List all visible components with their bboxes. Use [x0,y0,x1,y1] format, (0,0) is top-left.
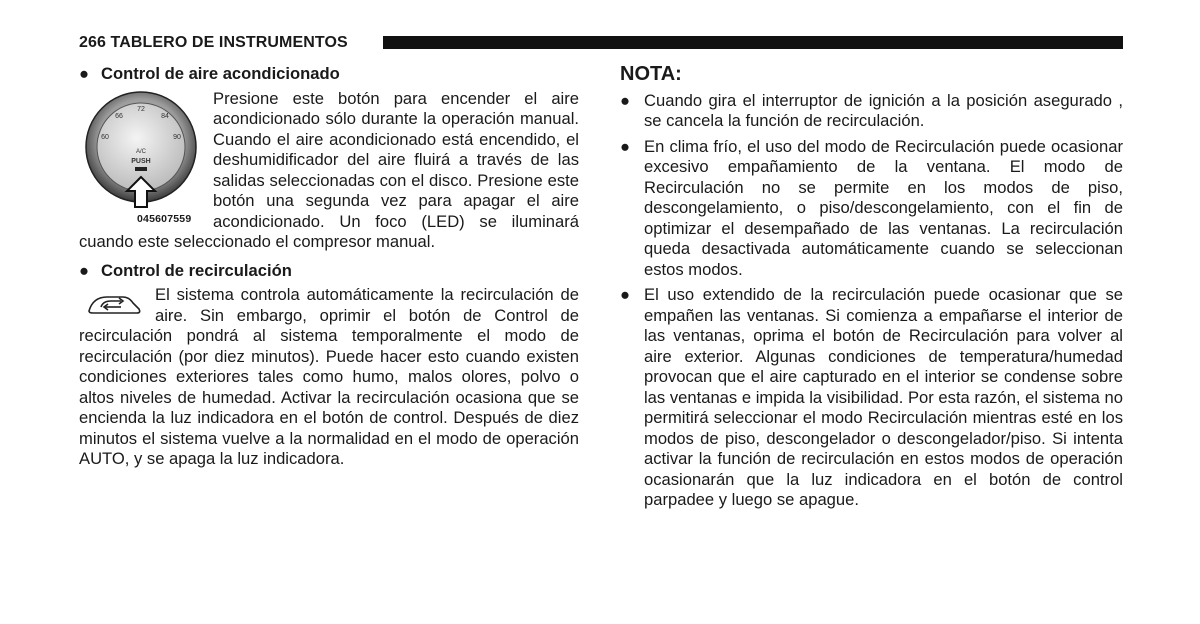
ac-heading-text: Control de aire acondicionado [101,64,340,83]
nota-item-text: El uso extendido de la recirculación puede ocasionar que se empañen las ventanas. Si comienza a empañarse el interior de las ventanas, oprima el botón de Recirculación para volver al aire exterior. Algunas condiciones de temperatura/humedad provocan que el aire capturado en el interior se condense sobre las ventanas e impida la visibilidad. Por esta razón, el sistema no permitirá seleccionar el modo Recirculación mientras esté en los modos de piso, descongelador o descongelador/piso. Si intenta activar la función de recirculación en estos modos de operación ocasionarán que la luz indicadora en el botón de control parpadee y luego se apague. [644,285,1123,509]
bullet-icon: ● [79,260,90,280]
left-column [79,64,579,470]
recirculation-icon [79,287,149,323]
nota-title: NOTA: [620,63,682,85]
dial-mark-90: 90 [173,133,181,141]
ac-knob-figure [79,89,205,229]
ac-knob-icon [79,89,199,209]
figure-code: 045607559 [137,212,192,225]
dial-mark-84: 84 [161,112,169,120]
ac-paragraph: Presione este botón para encender el aire acondicionado sólo durante la operación manual. Cuando el aire acondicionado está encendido, el deshumidificador del aire fluirá a través de las salidas seleccionadas con el disco. Presione este botón una segunda vez para apagar el aire acondicionado. Un foco (LED) se iluminará cuando este seleccionado el compresor manual. [79,88,579,251]
nota-item-text: En clima frío, el uso del modo de Recirculación puede ocasionar excesivo empañamiento de la ventana. El modo de Recirculación no se permite en los modos de piso, descongelamiento, o piso/descongelamiento, con el fin de optimizar el desempañado de las ventanas. La recirculación queda desactivada automáticamente cuando se seleccionan estos modos. [644,136,1123,279]
dial-mark-60: 60 [101,133,109,141]
ac-heading [79,64,579,85]
nota-list [620,91,1123,511]
right-column [620,64,1123,516]
dial-mark-66: 66 [115,112,123,120]
page-header-title: 266 TABLERO DE INSTRUMENTOS [79,34,348,51]
header-rule [383,36,1123,49]
bullet-icon: ● [620,285,631,304]
recirc-paragraph: El sistema controla automáticamente la recirculación de aire. Sin embargo, oprimir el botón de Control de recirculación pondrá al sistema temporalmente el modo de recirculación (por diez minutos). Puede hacer esto cuando existen condiciones exteriores tales como humo, malos olores, polvo o altos niveles de humedad. Activar la recirculación ocasiona que se encienda la luz indicadora en el botón de control. Después de diez minutos el sistema vuelve a la normalidad en el modo de operación AUTO, y se apaga la luz indicadora. [79,285,579,468]
bullet-icon: ● [79,64,90,83]
dial-mark-72: 72 [137,105,145,113]
dial-label-ac: A/C [135,148,147,155]
dial-label-push: PUSH [131,157,151,165]
recirc-heading [79,261,579,282]
bullet-icon: ● [620,90,631,110]
recirc-heading-text: Control de recirculación [101,260,292,280]
nota-item-text: Cuando gira el interruptor de ignición a la posición asegurado , se cancela la función de recirculación. [644,90,1123,130]
nota-item [620,91,1123,132]
bullet-icon: ● [620,136,631,156]
nota-item [620,285,1123,511]
nota-item [620,137,1123,281]
